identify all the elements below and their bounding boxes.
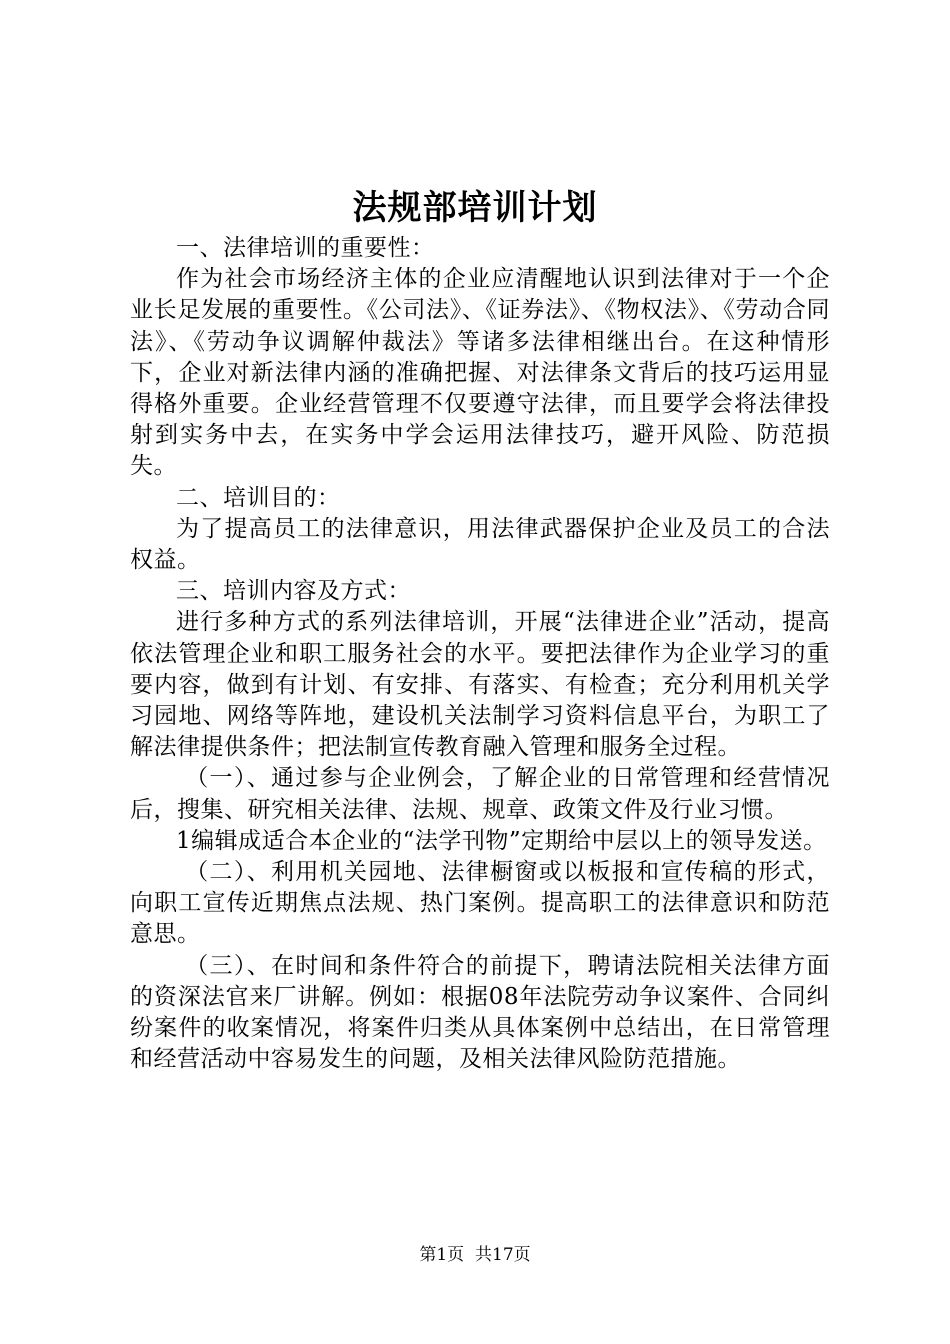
paragraph-item-three: （三）、在时间和条件符合的前提下，聘请法院相关法律方面的资深法官来厂讲解。例如：根据08年法院劳动争议案件、合同纠纷案件的收案情况，将案件归类从具体案例中总结出，在日常管理和经营活动中容易发生的问题，及相关法律风险防范措施。 [130, 952, 830, 1073]
document-body [130, 233, 830, 1075]
paragraph-item-one-detail: 1编辑成适合本企业的“法学刊物”定期给中层以上的领导发送。 [176, 827, 827, 854]
section-heading-content: 三、培训内容及方式： [176, 578, 411, 605]
section-heading-purpose: 二、培训目的： [176, 484, 341, 511]
page-total: 共17页 [475, 1245, 531, 1265]
paragraph-importance: 作为社会市场经济主体的企业应清醒地认识到法律对于一个企业长足发展的重要性。《公司法》、《证券法》、《物权法》、《劳动合同法》、《劳动争议调解仲裁法》等诸多法律相继出台。在这种情形下，企业对新法律内涵的准确把握、对法律条文背后的技巧运用显得格外重要。企业经营管理不仅要遵守法律，而且要学会将法律投射到实务中去，在实务中学会运用法律技巧，避开风险、防范损失。 [130, 266, 830, 480]
section-heading-importance: 一、法律培训的重要性： [176, 235, 435, 261]
paragraph-item-one: （一）、通过参与企业例会，了解企业的日常管理和经营情况后，搜集、研究相关法律、法规、规章、政策文件及行业习惯。 [130, 765, 830, 823]
page-footer [0, 1243, 950, 1267]
paragraph-purpose: 为了提高员工的法律意识，用法律武器保护企业及员工的合法权益。 [130, 515, 830, 574]
page-number: 第1页 [419, 1245, 465, 1265]
paragraph-item-two: （二）、利用机关园地、法律橱窗或以板报和宣传稿的形式，向职工宣传近期焦点法规、热门案例。提高职工的法律意识和防范意思。 [130, 859, 830, 948]
document-title: 法规部培训计划 [352, 188, 598, 228]
paragraph-content: 进行多种方式的系列法律培训，开展“法律进企业”活动，提高依法管理企业和职工服务社会的水平。要把法律作为企业学习的重要内容，做到有计划、有安排、有落实、有检查；充分利用机关学习园地、网络等阵地，建设机关法制学习资料信息平台，为职工了解法律提供条件；把法制宣传教育融入管理和服务全过程。 [130, 609, 830, 761]
